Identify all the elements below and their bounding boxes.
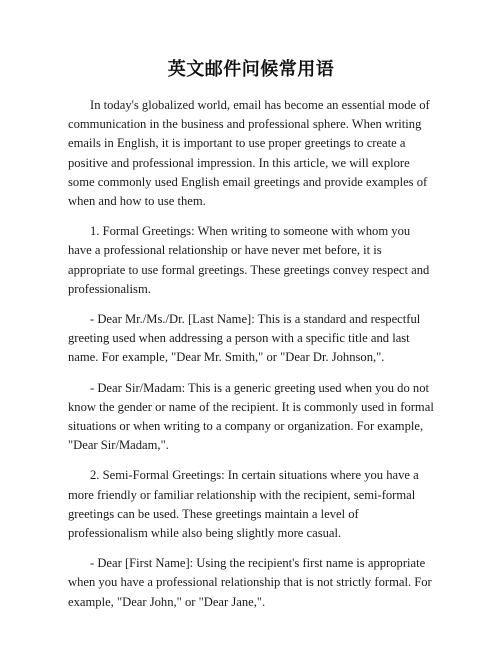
paragraph-intro: In today's globalized world, email has become an essential mode of communication in the business and professional sphere. When writing emails in English, it is important to use proper greetings to create a positive and professional impression. In this article, we will explore some commonly used English email greetings and provide examples of when and how to use them. xyxy=(68,98,430,209)
paragraph-semi-formal-greetings: 2. Semi-Formal Greetings: In certain situations where you have a more friendly or familiar relationship with the recipient, semi-formal greetings can be used. These greetings maintain a level of professionalism while also being slightly more casual. xyxy=(68,468,419,541)
paragraph-dear-title: - Dear Mr./Ms./Dr. [Last Name]: This is a standard and respectful greeting used when addressing a person with a specific title and last name. For example, "Dear Mr. Smith," or "Dear Dr. Johnson,". xyxy=(68,312,421,365)
paragraph-dear-sir-madam: - Dear Sir/Madam: This is a generic greeting used when you do not know the gender or name of the recipient. It is commonly used in formal situations or when writing to a company or organization. For example, "Dear Sir/Madam,". xyxy=(68,380,434,453)
document-body xyxy=(68,96,436,623)
document-title: 英文邮件问候常用语 xyxy=(167,59,335,80)
paragraph-dear-first-name: - Dear [First Name]: Using the recipient's first name is appropriate when you have a professional relationship that is not strictly formal. For example, "Dear John," or "Dear Jane,". xyxy=(68,556,432,609)
paragraph-formal-greetings: 1. Formal Greetings: When writing to someone with whom you have a professional relationship or have never met before, it is appropriate to use formal greetings. These greetings convey respect and professionalism. xyxy=(68,224,430,296)
